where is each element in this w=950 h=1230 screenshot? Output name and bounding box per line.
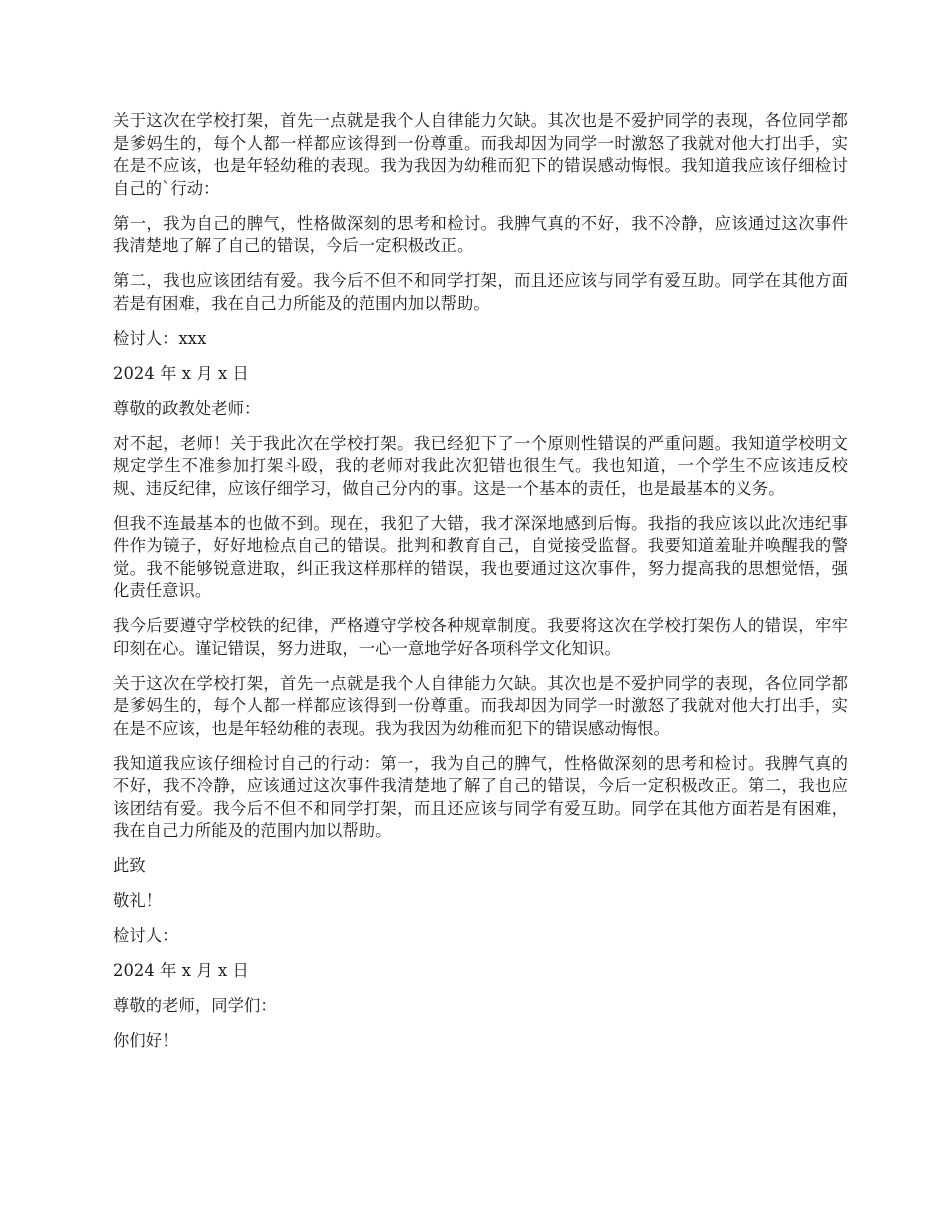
closing-phrase: 此致 (113, 856, 146, 875)
date-line: 2024 年 x 月 x 日 (113, 363, 249, 383)
paragraph-commitment: 我今后要遵守学校铁的纪律，严格遵守学校各种规章制度。我要将这次在学校打架伤人的错误，牢牢印刻在心。谨记错误，努力进取，一心一意地学好各项科学文化知识。 (113, 616, 848, 658)
paragraph-self-discipline: 关于这次在学校打架，首先一点就是我个人自律能力欠缺。其次也是不爱护同学的表现，各位同学都是爹妈生的，每个人都一样都应该得到一份尊重。而我却因为同学一时激怒了我就对他大打出手，实在是不应该，也是年轻幼稚的表现。我为我因为幼稚而犯下的错误感动悔恨。 (113, 673, 848, 738)
document-body (113, 110, 848, 1065)
greeting: 你们好！ (113, 1031, 179, 1050)
paragraph-point-one: 第一，我为自己的脾气，性格做深刻的思考和检讨。我脾气真的不好，我不冷静，应该通过这次事件我清楚地了解了自己的错误，今后一定积极改正。 (113, 213, 848, 255)
signature-line: 检讨人：xxx (113, 328, 207, 348)
date-line-2: 2024 年 x 月 x 日 (113, 961, 249, 980)
closing-salute: 敬礼！ (113, 891, 163, 910)
paragraph-reflection: 我知道我应该仔细检讨自己的行动：第一，我为自己的脾气，性格做深刻的思考和检讨。我脾气真的不好，我不冷静，应该通过这次事件我清楚地了解了自己的错误，今后一定积极改正。第二，我也应该团结有爱。我今后不但不和同学打架，而且还应该与同学有爱互助。同学在其他方面若是有困难，我在自己力所能及的范围内加以帮助。 (113, 753, 848, 840)
salutation: 尊敬的政教处老师： (113, 398, 261, 418)
paragraph-regret: 但我不连最基本的也做不到。现在，我犯了大错，我才深深地感到后悔。我指的我应该以此次违纪事件作为镜子，好好地检点自己的错误。批判和教育自己，自觉接受监督。我要知道羞耻并唤醒我的警觉。我不能够锐意进取，纠正我这样那样的错误，我也要通过这次事件，努力提高我的思想觉悟，强化责任意识。 (113, 513, 848, 600)
salutation-2: 尊敬的老师，同学们： (113, 996, 277, 1015)
paragraph-intro: 关于这次在学校打架，首先一点就是我个人自律能力欠缺。其次也是不爱护同学的表现，各位同学都是爹妈生的，每个人都一样都应该得到一份尊重。而我却因为同学一时激怒了我就对他大打出手，实在是不应该，也是年轻幼稚的表现。我为我因为幼稚而犯下的错误感动悔恨。我知道我应该仔细检讨自己的`行动： (113, 111, 848, 198)
paragraph-point-two: 第二，我也应该团结有爱。我今后不但不和同学打架，而且还应该与同学有爱互助。同学在其他方面若是有困难，我在自己力所能及的范围内加以帮助。 (113, 271, 848, 313)
signature-line-2: 检讨人： (113, 926, 179, 945)
paragraph-apology: 对不起，老师！关于我此次在学校打架。我已经犯下了一个原则性错误的严重问题。我知道学校明文规定学生不准参加打架斗殴，我的老师对我此次犯错也很生气。我也知道，一个学生不应该违反校规、违反纪律，应该仔细学习，做自己分内的事。这是一个基本的责任，也是最基本的义务。 (113, 433, 848, 498)
